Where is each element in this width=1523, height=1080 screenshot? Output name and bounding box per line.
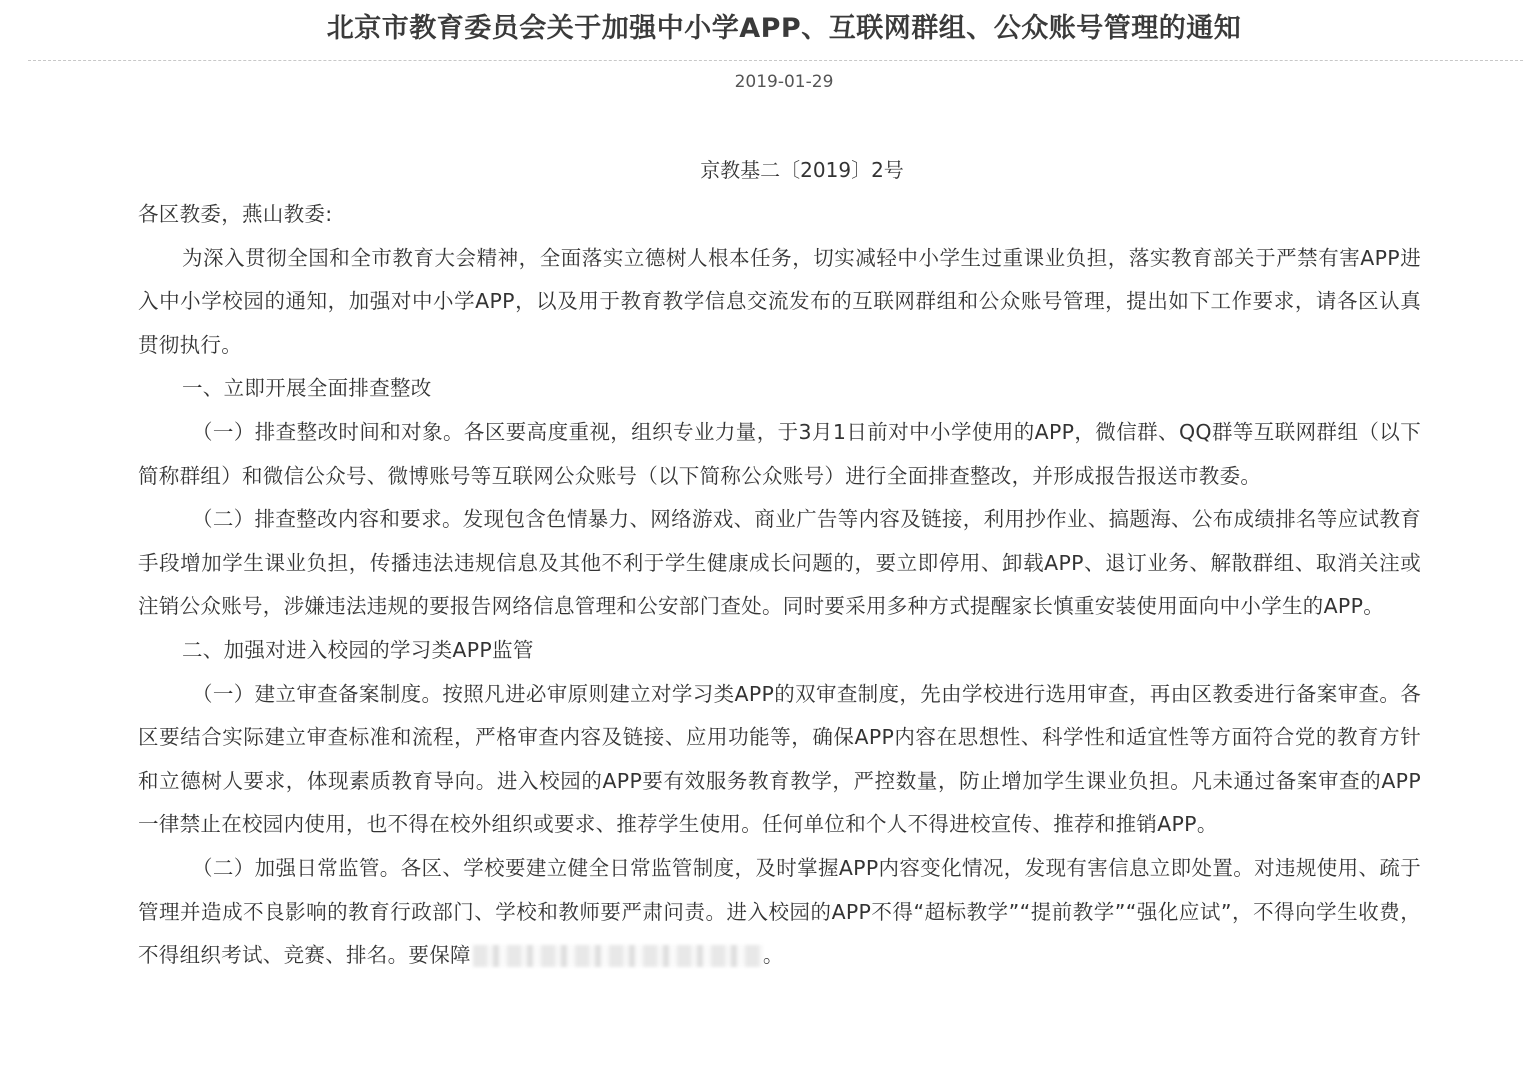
intro-paragraph: 为深入贯彻全国和全市教育大会精神，全面落实立德树人根本任务，切实减轻中小学生过重课业负担，落实教育部关于严禁有害APP进入中小学校园的通知，加强对中小学APP，以及用于教育教学信息交流发布的互联网群组和公众账号管理，提出如下工作要求，请各区认真贯彻执行。 — [138, 245, 1421, 357]
section2-item2-paragraph — [138, 847, 1421, 978]
section2-item1: （一）建立审查备案制度。按照凡进必审原则建立对学习类APP的双审查制度，先由学校进行选用审查，再由区教委进行备案审查。各区要结合实际建立审查标准和流程，严格审查内容及链接、应用功能等，确保APP内容在思想性、科学性和适宜性等方面符合党的教育方针和立德树人要求，体现素质教育导向。进入校园的APP要有效服务教育教学，严控数量，防止增加学生课业负担。凡未通过备案审查的APP一律禁止在校园内使用，也不得在校外组织或要求、推荐学生使用。任何单位和个人不得进校宣传、推荐和推销APP。 — [138, 681, 1421, 837]
title-divider — [28, 60, 1523, 61]
section2-item2-text: （二）加强日常监管。各区、学校要建立健全日常监管制度，及时掌握APP内容变化情况，发现有害信息立即处置。对违规使用、疏于管理并造成不良影响的教育行政部门、学校和教师要严肃问责。进入校园的APP不得“超标教学”“提前教学”“强化应试”，不得向学生收费，不得组织考试、竞赛、排名。要保障 — [138, 855, 1421, 968]
section1-item1: （一）排查整改时间和对象。各区要高度重视，组织专业力量，于3月1日前对中小学使用的APP，微信群、QQ群等互联网群组（以下简称群组）和微信公众号、微博账号等互联网公众账号（以下简称公众账号）进行全面排查整改，并形成报告报送市教委。 — [138, 419, 1421, 488]
section2-item2-tail: 。 — [762, 943, 784, 968]
section1-heading: 一、立即开展全面排查整改 — [182, 376, 432, 401]
section2-heading: 二、加强对进入校园的学习类APP监管 — [182, 637, 534, 662]
document-body — [138, 193, 1421, 978]
section1-item2: （二）排查整改内容和要求。发现包含色情暴力、网络游戏、商业广告等内容及链接，利用抄作业、搞题海、公布成绩排名等应试教育手段增加学生课业负担，传播违法违规信息及其他不利于学生健康成长问题的，要立即停用、卸载APP、退订业务、解散群组、取消关注或注销公众账号，涉嫌违法违规的要报告网络信息管理和公安部门查处。同时要采用多种方式提醒家长慎重安装使用面向中小学生的APP。 — [138, 507, 1421, 619]
publish-date: 2019-01-29 — [734, 72, 834, 92]
blurred-watermark — [473, 945, 763, 967]
document-number: 京教基二〔2019〕2号 — [700, 158, 904, 182]
salutation: 各区教委，燕山教委: — [138, 202, 333, 226]
document-title: 北京市教育委员会关于加强中小学APP、互联网群组、公众账号管理的通知 — [326, 13, 1242, 44]
